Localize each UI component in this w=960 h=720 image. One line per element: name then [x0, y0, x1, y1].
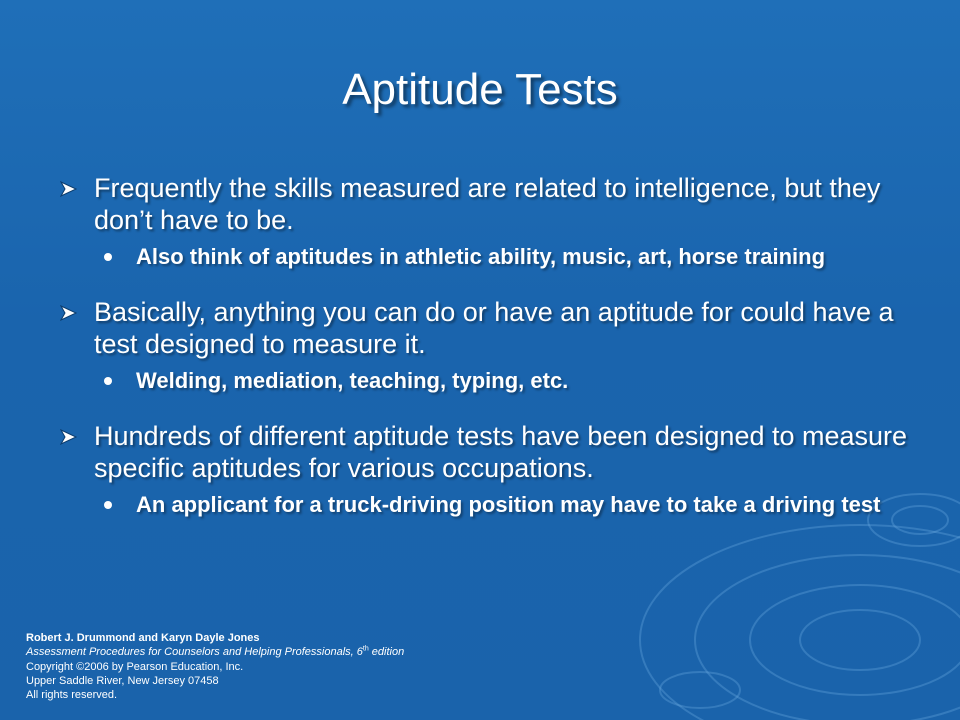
bullet-text: Frequently the skills measured are related to intelligence, but they don’t have to be.: [94, 173, 881, 235]
arrow-right-icon: [60, 181, 78, 197]
footer-book: [26, 645, 546, 659]
footer-book-title: Assessment Procedures for Counselors and Helping Professionals, 6: [26, 646, 363, 659]
footer-authors: Robert J. Drummond and Karyn Dayle Jones: [26, 632, 260, 644]
slide-title: Aptitude Tests: [342, 65, 618, 114]
bullet-list: [60, 172, 920, 544]
dot-icon: [104, 253, 112, 261]
footer-edition-sup: th: [362, 645, 369, 653]
sub-bullet-text: Welding, mediation, teaching, typing, etc.: [136, 368, 569, 393]
dot-icon: [104, 377, 112, 385]
footer-edition-word: edition: [368, 646, 405, 659]
sub-bullet-item: [60, 244, 920, 270]
bullet-item: [60, 296, 920, 360]
dot-icon: [104, 501, 112, 509]
sub-bullet-text: Also think of aptitudes in athletic ability, music, art, horse training: [136, 244, 826, 269]
citation-footer: [26, 631, 546, 702]
footer-rights: All rights reserved.: [26, 689, 118, 702]
bullet-text: Basically, anything you can do or have an aptitude for could have a test designed to measure it.: [94, 297, 894, 359]
sub-bullet-text: An applicant for a truck-driving position may have to take a driving test: [136, 492, 881, 517]
sub-bullet-item: [60, 368, 920, 394]
bullet-item: [60, 420, 920, 484]
arrow-right-icon: [60, 305, 78, 321]
bullet-text: Hundreds of different aptitude tests have been designed to measure specific aptitudes for various occupations.: [94, 421, 908, 483]
footer-address: Upper Saddle River, New Jersey 07458: [26, 674, 219, 687]
arrow-right-icon: [60, 429, 78, 445]
bullet-item: [60, 172, 920, 236]
sub-bullet-item: [60, 492, 920, 518]
footer-copyright: Copyright ©2006 by Pearson Education, Inc.: [26, 660, 244, 673]
